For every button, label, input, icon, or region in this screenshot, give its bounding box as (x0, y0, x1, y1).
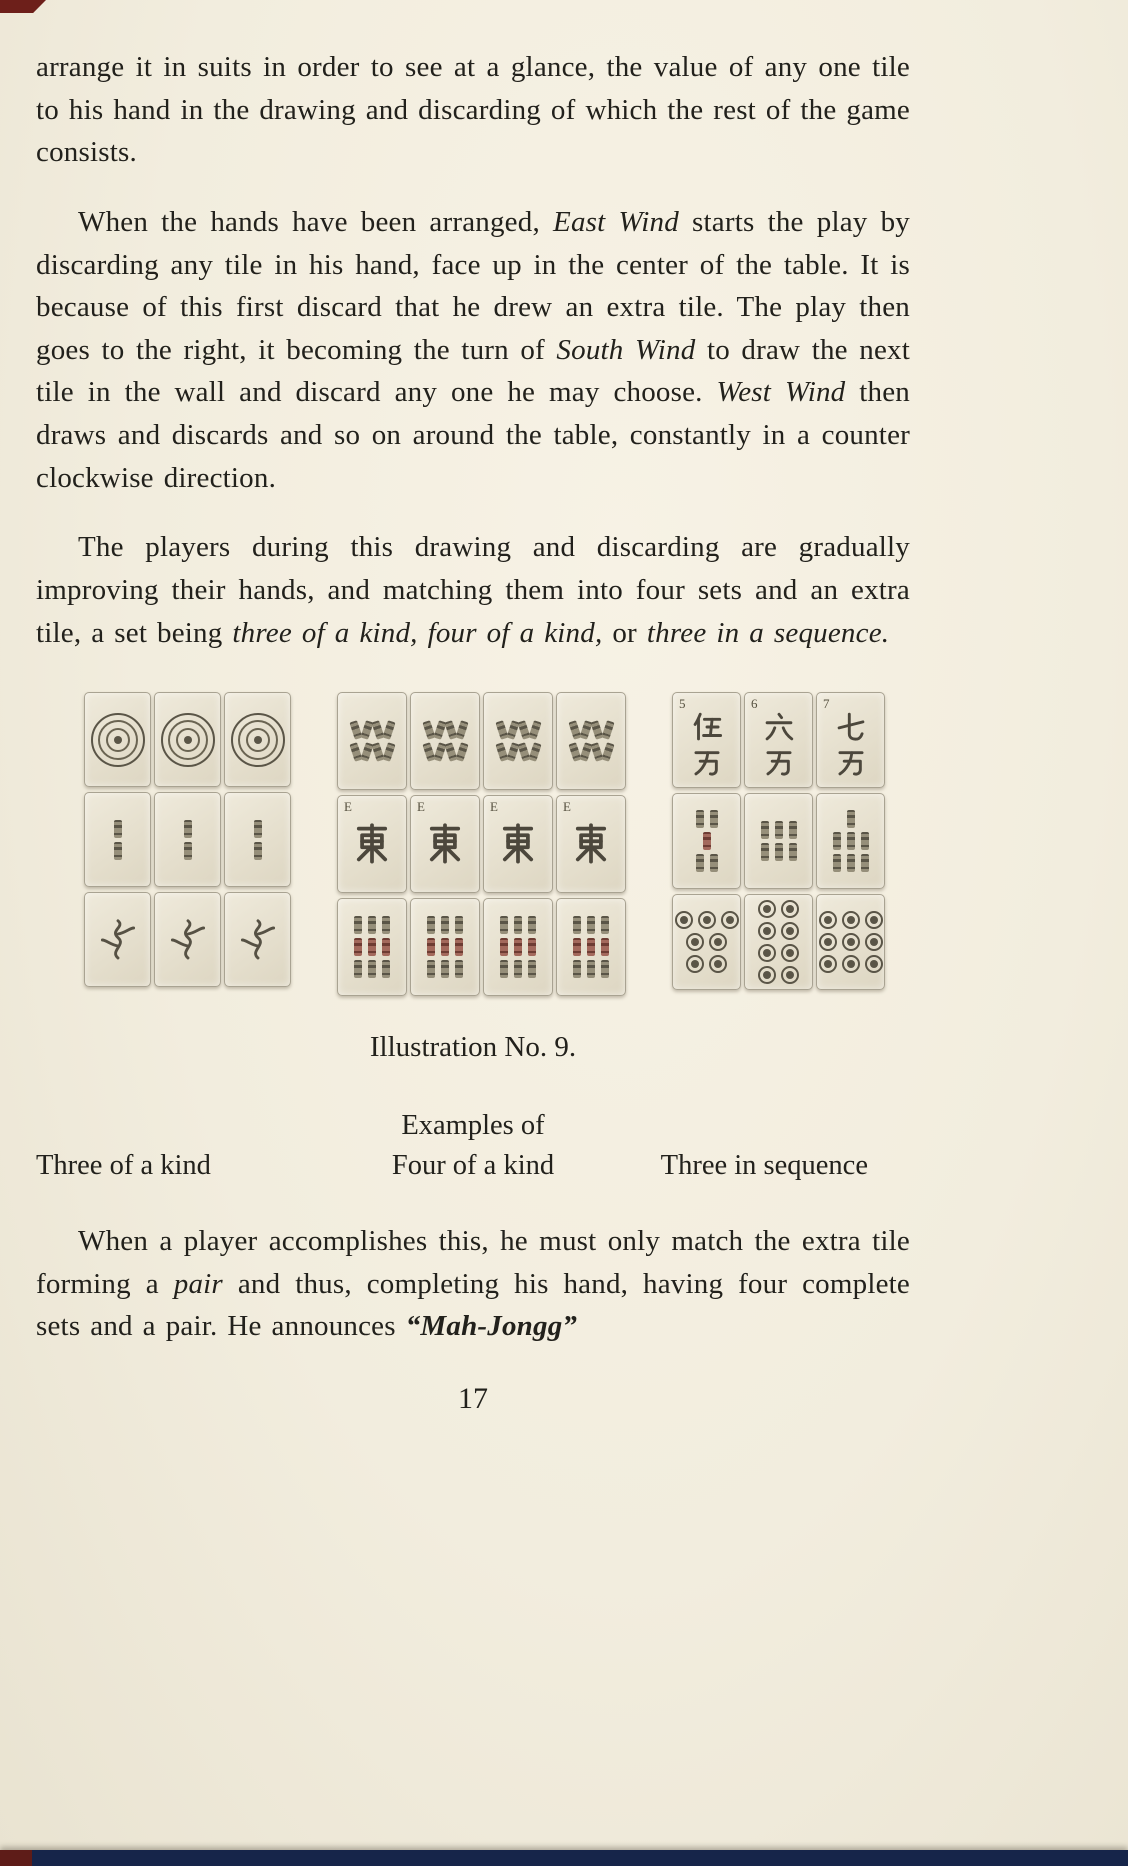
circle-dot (686, 955, 704, 973)
bamboo-stick (601, 916, 609, 934)
bamboo-stick (184, 820, 192, 838)
body-paragraphs-top (36, 46, 910, 654)
bamboo-stick (710, 810, 718, 828)
bamboo-stick (114, 820, 122, 838)
circle-one-dot (161, 713, 215, 767)
tile-group-three-in-sequence (672, 692, 885, 995)
mahjong-tile-wind (483, 795, 553, 893)
wind-corner-letter: E (563, 799, 571, 815)
tile-row (672, 692, 885, 788)
circle-dot (781, 922, 799, 940)
tile-row (672, 894, 885, 990)
circle-one-dot (91, 713, 145, 767)
circle-dot (758, 966, 776, 984)
mahjong-tile-flower (224, 892, 291, 987)
bamboo-stick (789, 821, 797, 839)
circle-dot (865, 955, 883, 973)
bamboo-stick (847, 832, 855, 850)
paragraph: The players during this drawing and discarding are gradually improving their hands, and matching them into four sets and an extra tile, a set being three of a kind, four of a kind, or three in a sequence. (36, 531, 910, 649)
bamboo-stick (455, 960, 463, 978)
mahjong-tile-bamboo-5 (672, 793, 741, 889)
bamboo-stick (368, 916, 376, 934)
tile-row (672, 793, 885, 889)
mahjong-tile-bamboo-2 (154, 792, 221, 887)
bamboo-stick (601, 960, 609, 978)
bamboo-stick (696, 810, 704, 828)
bamboo-stick (710, 854, 718, 872)
mahjong-tile-bamboo-9 (483, 898, 553, 996)
bamboo-stick (514, 960, 522, 978)
bamboo-stick (354, 916, 362, 934)
bamboo-stick (382, 720, 395, 740)
circle-dot (819, 955, 837, 973)
circle-dot (842, 911, 860, 929)
mahjong-tile-bamboo-9 (556, 898, 626, 996)
bamboo-stick (601, 938, 609, 956)
mahjong-tile-bamboo-2 (224, 792, 291, 887)
bamboo-stick (761, 821, 769, 839)
circle-dot (842, 933, 860, 951)
circle-dot (865, 933, 883, 951)
mahjong-tile-bamboo-2 (84, 792, 151, 887)
illustration (36, 692, 910, 1182)
bamboo-stick (354, 938, 362, 956)
circle-dot (721, 911, 739, 929)
mahjong-tile-bamboo-9 (410, 898, 480, 996)
wan-glyph (689, 745, 725, 779)
bamboo-stick (441, 916, 449, 934)
bamboo-stick (775, 843, 783, 861)
bamboo-stick (528, 938, 536, 956)
bamboo-stick (573, 916, 581, 934)
bamboo-stick (382, 742, 395, 762)
mahjong-tile-bamboo-8 (556, 692, 626, 790)
character-corner-numeral: 5 (679, 696, 686, 712)
mahjong-tile-circle-1 (154, 692, 221, 787)
tile-groups (36, 692, 910, 1001)
mahjong-tile-wind (337, 795, 407, 893)
bamboo-stick (455, 938, 463, 956)
tile-row (84, 692, 291, 787)
mahjong-tile-wind (556, 795, 626, 893)
circle-dot (758, 900, 776, 918)
bamboo-stick (528, 916, 536, 934)
circle-dot (758, 944, 776, 962)
circle-dot (781, 900, 799, 918)
bamboo-stick (601, 742, 614, 762)
character-corner-numeral: 7 (823, 696, 830, 712)
mahjong-tile-circle-7 (672, 894, 741, 990)
bamboo-stick (500, 938, 508, 956)
bamboo-stick (455, 742, 468, 762)
bamboo-stick (368, 938, 376, 956)
tile-row (337, 898, 626, 996)
label-four-of-a-kind: Four of a kind (391, 1150, 555, 1182)
scan-artifact-bottom-bar (0, 1850, 1128, 1866)
bamboo-stick (861, 832, 869, 850)
bamboo-stick (184, 842, 192, 860)
paragraph: arrange it in suits in order to see at a glance, the value of any one tile to his hand in the drawing and discarding of which the rest of the game consists. (36, 51, 910, 169)
bamboo-stick (514, 916, 522, 934)
bamboo-stick (368, 960, 376, 978)
circle-dot (686, 933, 704, 951)
character-number-glyph (761, 710, 797, 744)
bamboo-stick (861, 854, 869, 872)
flower-glyph (164, 904, 212, 976)
bamboo-stick (382, 916, 390, 934)
mahjong-tile-bamboo-6 (744, 793, 813, 889)
examples-labels (36, 1150, 910, 1182)
character-number-glyph (833, 710, 869, 744)
mahjong-tile-bamboo-7 (816, 793, 885, 889)
tile-group-four-of-a-kind (337, 692, 626, 1001)
east-wind-glyph (569, 819, 613, 869)
bamboo-stick (441, 938, 449, 956)
bamboo-stick (427, 960, 435, 978)
bamboo-stick (573, 960, 581, 978)
east-wind-glyph (350, 819, 394, 869)
wind-corner-letter: E (344, 799, 352, 815)
bamboo-stick (573, 938, 581, 956)
circle-dot (842, 955, 860, 973)
circle-dot (709, 955, 727, 973)
tile-row (84, 892, 291, 987)
mahjong-tile-circle-9 (816, 894, 885, 990)
bamboo-stick (847, 810, 855, 828)
wan-glyph (833, 745, 869, 779)
scan-artifact-bottom-left (0, 1850, 32, 1866)
bamboo-stick (833, 832, 841, 850)
mahjong-tile-circle-1 (84, 692, 151, 787)
tile-group-three-of-a-kind (84, 692, 291, 992)
mahjong-tile-character-7 (816, 692, 885, 788)
bamboo-stick (114, 842, 122, 860)
circle-dot (781, 944, 799, 962)
illustration-caption: Illustration No. 9. (369, 1031, 577, 1064)
wan-glyph (761, 745, 797, 779)
circle-dot (865, 911, 883, 929)
paragraph: When the hands have been arranged, East Wind starts the play by discarding any tile in his hand, face up in the center of the table. It is because of this first discard that he drew an extra tile. The play then goes to the right, it becoming the turn of South Wind to draw the next tile in the wall and discard any one he may choose. West Wind then draws and discards and so on around the table, constantly in a counter clockwise direction. (36, 205, 910, 494)
flower-glyph (94, 904, 142, 976)
bamboo-stick (528, 960, 536, 978)
label-three-in-sequence: Three in sequence (660, 1150, 868, 1182)
bamboo-stick (254, 820, 262, 838)
bamboo-stick (833, 854, 841, 872)
bamboo-stick (382, 938, 390, 956)
east-wind-glyph (423, 819, 467, 869)
mahjong-tile-bamboo-8 (483, 692, 553, 790)
circle-dot (675, 911, 693, 929)
bamboo-stick (587, 960, 595, 978)
bamboo-stick (696, 854, 704, 872)
mahjong-tile-flower (84, 892, 151, 987)
mahjong-tile-character-6 (744, 692, 813, 788)
wind-corner-letter: E (490, 799, 498, 815)
wind-corner-letter: E (417, 799, 425, 815)
bamboo-stick (500, 960, 508, 978)
bamboo-stick (847, 854, 855, 872)
circle-one-dot (231, 713, 285, 767)
circle-dot (819, 933, 837, 951)
bamboo-stick (775, 821, 783, 839)
bamboo-stick (703, 832, 711, 850)
bamboo-stick (441, 960, 449, 978)
tile-row (84, 792, 291, 887)
circle-dot (781, 966, 799, 984)
bamboo-stick (455, 916, 463, 934)
bamboo-stick (587, 938, 595, 956)
bamboo-stick (354, 960, 362, 978)
mahjong-tile-bamboo-9 (337, 898, 407, 996)
flower-glyph (234, 904, 282, 976)
bamboo-stick (427, 938, 435, 956)
circle-dot (758, 922, 776, 940)
paragraph: When a player accomplishes this, he must only match the extra tile forming a pair and thus, completing his hand, having four complete sets and a pair. He announces “Mah-Jongg” (36, 1225, 910, 1343)
mahjong-tile-character-5 (672, 692, 741, 788)
bamboo-stick (427, 916, 435, 934)
bamboo-stick (382, 960, 390, 978)
bamboo-stick (254, 842, 262, 860)
mahjong-tile-circle-8 (744, 894, 813, 990)
tile-row (337, 795, 626, 893)
bamboo-stick (500, 916, 508, 934)
bamboo-stick (761, 843, 769, 861)
mahjong-tile-flower (154, 892, 221, 987)
character-number-glyph (689, 710, 725, 744)
bamboo-stick (587, 916, 595, 934)
page-number: 17 (458, 1382, 488, 1415)
east-wind-glyph (496, 819, 540, 869)
body-paragraphs-bottom (36, 1220, 910, 1348)
label-three-of-a-kind: Three of a kind (36, 1150, 211, 1182)
tile-row (337, 692, 626, 790)
bamboo-stick (528, 742, 541, 762)
mahjong-tile-circle-1 (224, 692, 291, 787)
mahjong-tile-bamboo-8 (337, 692, 407, 790)
mahjong-tile-bamboo-8 (410, 692, 480, 790)
mahjong-tile-wind (410, 795, 480, 893)
character-corner-numeral: 6 (751, 696, 758, 712)
bamboo-stick (789, 843, 797, 861)
circle-dot (819, 911, 837, 929)
bamboo-stick (514, 938, 522, 956)
bamboo-stick (601, 720, 614, 740)
bamboo-stick (455, 720, 468, 740)
bamboo-stick (528, 720, 541, 740)
circle-dot (709, 933, 727, 951)
examples-heading: Examples of (401, 1110, 545, 1142)
circle-dot (698, 911, 716, 929)
